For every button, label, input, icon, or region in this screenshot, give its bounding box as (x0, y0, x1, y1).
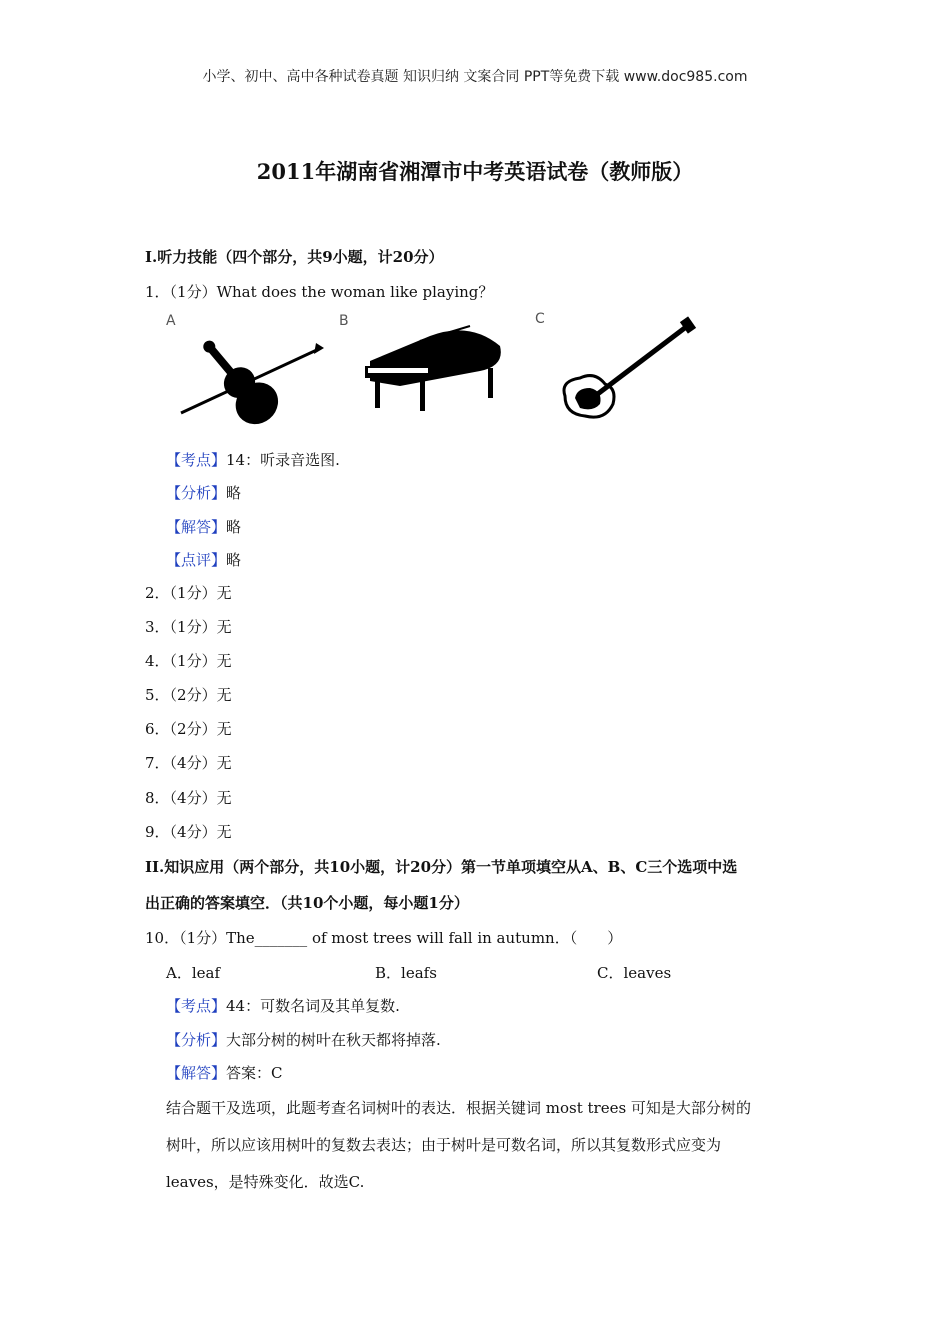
question-5: 5．（2分）无 (145, 686, 232, 704)
option-a: A．leaf (166, 964, 221, 982)
question-1: 1．（1分）What does the woman like playing？ (145, 283, 494, 301)
option-b: B．leafs (375, 964, 437, 982)
page-header: 小学、初中、高中各种试卷真题 知识归纳 文案合同 PPT等免费下载 www.doc985.com (202, 69, 748, 85)
fenxi-text: 略 (226, 484, 242, 502)
jieda-text: 答案：C (226, 1064, 283, 1082)
piano-icon (360, 316, 510, 416)
q10-fenxi (166, 1029, 441, 1050)
section2-heading-line2: 出正确的答案填空．（共10个小题，每小题1分） (145, 894, 469, 912)
question-7: 7．（4分）无 (145, 754, 232, 772)
jieda-text: 略 (226, 518, 242, 536)
fenxi-text: 大部分树的树叶在秋天都将掉落. (226, 1031, 441, 1049)
option-b-label: B (339, 313, 349, 329)
kaodian-text: 14：听录音选图. (226, 451, 340, 469)
fenxi-tag: 【分析】 (166, 1031, 227, 1049)
question-6: 6．（2分）无 (145, 720, 232, 738)
section2-heading-line1: II.知识应用（两个部分，共10小题，计20分）第一节单项填空从A、B、C三个选项中选 (145, 858, 738, 876)
kaodian-tag: 【考点】 (166, 451, 227, 469)
fenxi-tag: 【分析】 (166, 484, 227, 502)
dianping-text: 略 (226, 551, 242, 569)
kaodian-text: 44：可数名词及其单复数. (226, 997, 400, 1015)
q1-fenxi (166, 482, 241, 503)
question-3: 3．（1分）无 (145, 618, 232, 636)
kaodian-tag: 【考点】 (166, 997, 227, 1015)
q1-dianping (166, 549, 241, 570)
option-c-label: C (535, 311, 545, 327)
option-c: C．leaves (597, 964, 672, 982)
question-2: 2．（1分）无 (145, 584, 232, 602)
jieda-tag: 【解答】 (166, 1064, 227, 1082)
q1-jieda (166, 516, 241, 537)
page-title: 2011年湖南省湘潭市中考英语试卷（教师版） (256, 159, 694, 184)
section1-heading: I.听力技能（四个部分，共9小题，计20分） (145, 248, 444, 266)
violin-icon (176, 318, 326, 428)
q10-kaodian (166, 995, 400, 1016)
question-10: 10．（1分）The_______ of most trees will fall in autumn．（ ） (145, 929, 623, 947)
q10-explanation-line2: 树叶，所以应该用树叶的复数去表达；由于树叶是可数名词，所以其复数形式应变为 (166, 1136, 722, 1154)
q10-explanation-line3: leaves，是特殊变化．故选C. (166, 1173, 365, 1191)
guitar-icon (555, 316, 700, 426)
jieda-tag: 【解答】 (166, 518, 227, 536)
question-9: 9．（4分）无 (145, 823, 232, 841)
option-a-label: A (166, 313, 176, 329)
q1-kaodian (166, 449, 340, 470)
q10-explanation-line1: 结合题干及选项，此题考查名词树叶的表达．根据关键词 most trees 可知是大部分树的 (166, 1099, 751, 1117)
q10-jieda (166, 1062, 283, 1083)
dianping-tag: 【点评】 (166, 551, 227, 569)
question-4: 4．（1分）无 (145, 652, 232, 670)
question-8: 8．（4分）无 (145, 789, 232, 807)
